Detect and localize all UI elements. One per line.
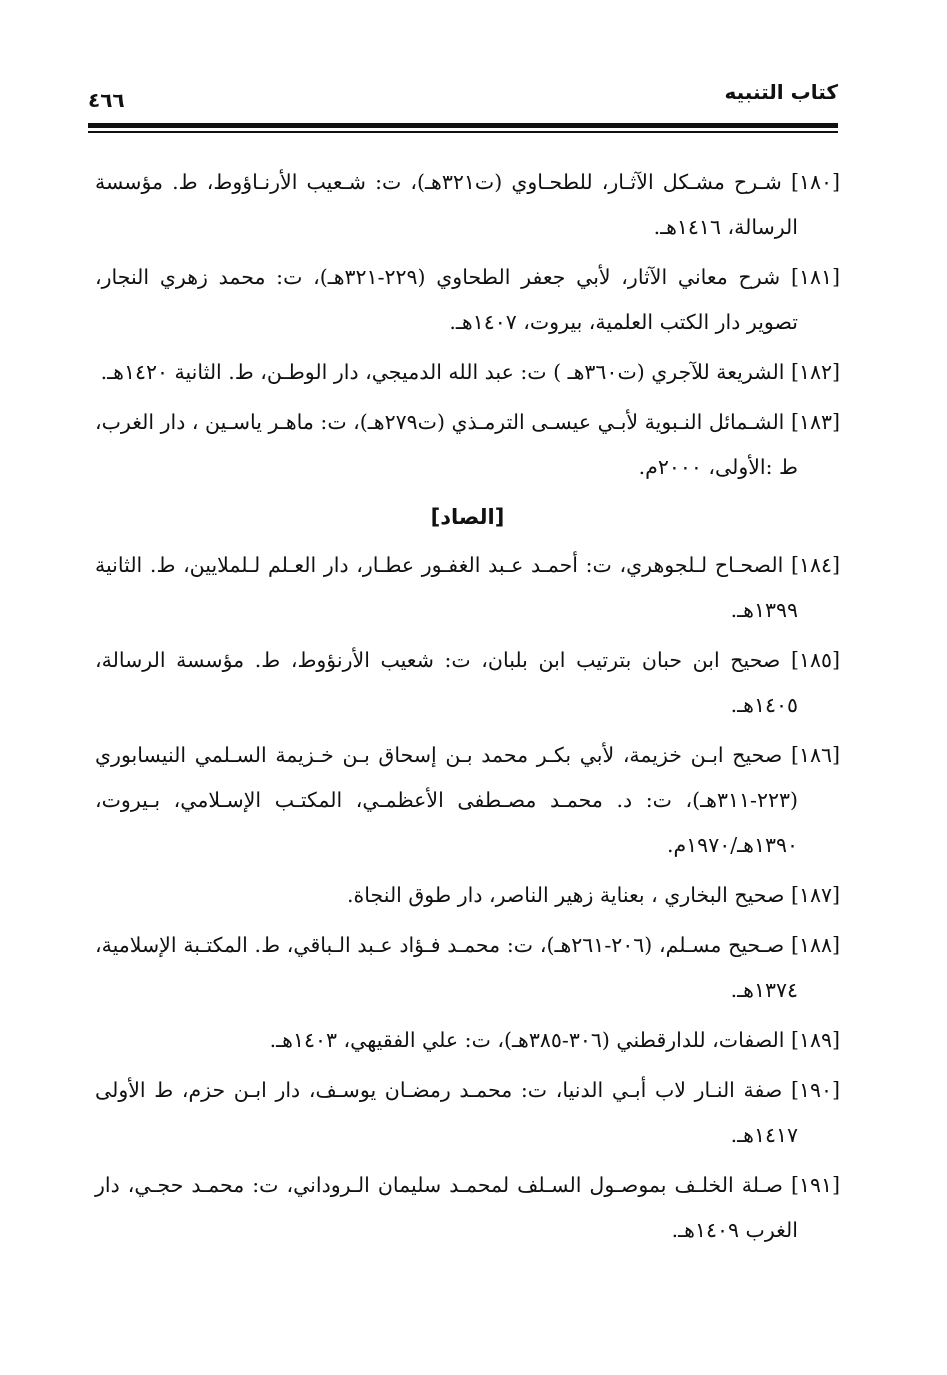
bibliography-entry: [95, 638, 840, 728]
entry-number: [١٨٧]: [790, 883, 840, 907]
entry-text: الشريعة للآجري (ت٣٦٠هـ ) ت: عبد الله الدميجي، دار الوطـن، ط. الثانية ١٤٢٠هـ.: [100, 360, 785, 384]
entry-text: صـحيح مسـلم، (٢٠٦-٢٦١هـ)، ت: محمـد فـؤاد عـبد الـباقي، ط. المكتـبة الإسلامية، ١٣٧٤هـ.: [95, 933, 798, 1002]
entries-after-section: [95, 543, 840, 1253]
entry-number: [١٨٩]: [790, 1028, 840, 1052]
entry-number: [١٨٨]: [790, 933, 840, 957]
entry-text: صحيح ابـن خزيمة، لأبي بكـر محمد بـن إسحاق بـن خـزيمة السـلمي النيسابوري (٢٢٣-٣١١هـ)، ت: د. محمـد مصـطفى الأعظمـي، المكتـب الإسـلامي، بـيروت، ١٣٩٠هـ/١٩٧٠م.: [95, 743, 798, 857]
bibliography-entry: [95, 1163, 840, 1253]
entry-text: الصفات، للدارقطني (٣٠٦-٣٨٥هـ)، ت: علي الفقيهي، ١٤٠٣هـ.: [269, 1028, 785, 1052]
entry-text: شرح معاني الآثار، لأبي جعفر الطحاوي (٢٢٩-٣٢١هـ)، ت: محمد زهري النجار، تصوير دار الكتب العلمية، بيروت، ١٤٠٧هـ.: [95, 265, 798, 334]
entry-text: شـرح مشـكل الآثـار، للطحـاوي (ت٣٢١هـ)، ت: شـعيب الأرنـاؤوط، ط. مؤسسة الرسالة، ١٤١٦هـ.: [95, 170, 798, 239]
entry-text: الصحـاح لـلجوهري، ت: أحمـد عـبد الغفـور عطـار، دار العـلم لـلملايين، ط. الثانية ١٣٩٩هـ.: [95, 553, 798, 622]
entry-text: صحيح البخاري ، بعناية زهير الناصر، دار طوق النجاة.: [347, 883, 785, 907]
entries-before-section: [95, 160, 840, 490]
entry-number: [١٩٠]: [790, 1078, 840, 1102]
bibliography-entry: [95, 400, 840, 490]
entry-number: [١٨٤]: [790, 553, 840, 577]
bibliography-entry: [95, 543, 840, 633]
entry-number: [١٨٠]: [790, 170, 840, 194]
bibliography-content: [95, 160, 840, 1258]
entry-number: [١٨٢]: [790, 360, 840, 384]
book-title: كتاب التنبيه: [724, 80, 838, 104]
bibliography-entry: [95, 1018, 840, 1063]
entry-text: صحيح ابن حبان بترتيب ابن بلبان، ت: شعيب الأرنؤوط، ط. مؤسسة الرسالة، ١٤٠٥هـ.: [95, 648, 798, 717]
bibliography-entry: [95, 160, 840, 250]
bibliography-entry: [95, 873, 840, 918]
section-heading: [الصاد]: [430, 505, 505, 529]
entry-text: الشـمائل النـبوية لأبـي عيسـى الترمـذي (ت٢٧٩هـ)، ت: ماهـر ياسـين ، دار الغرب، ط :الأولى، ٢٠٠٠م.: [95, 410, 798, 479]
header-rule-thin: [88, 131, 838, 133]
page-header: [88, 80, 838, 120]
entry-text: صـلة الخلـف بموصـول السـلف لمحمـد سليمان الـروداني، ت: محمـد حجـي، دار الغرب ١٤٠٩هـ.: [95, 1173, 798, 1242]
entry-text: صفة النـار لاب أبـي الدنيا، ت: محمـد رمضـان يوسـف، دار ابـن حزم، ط الأولى ١٤١٧هـ.: [95, 1078, 798, 1147]
entry-number: [١٨١]: [790, 265, 840, 289]
entry-number: [١٨٦]: [790, 743, 840, 767]
bibliography-entry: [95, 923, 840, 1013]
bibliography-entry: [95, 1068, 840, 1158]
entry-number: [١٩١]: [790, 1173, 840, 1197]
page-number: ٤٦٦: [88, 88, 125, 112]
bibliography-entry: [95, 255, 840, 345]
entry-number: [١٨٣]: [790, 410, 840, 434]
header-rule-thick: [88, 123, 838, 128]
bibliography-entry: [95, 733, 840, 868]
entry-number: [١٨٥]: [790, 648, 840, 672]
bibliography-entry: [95, 350, 840, 395]
